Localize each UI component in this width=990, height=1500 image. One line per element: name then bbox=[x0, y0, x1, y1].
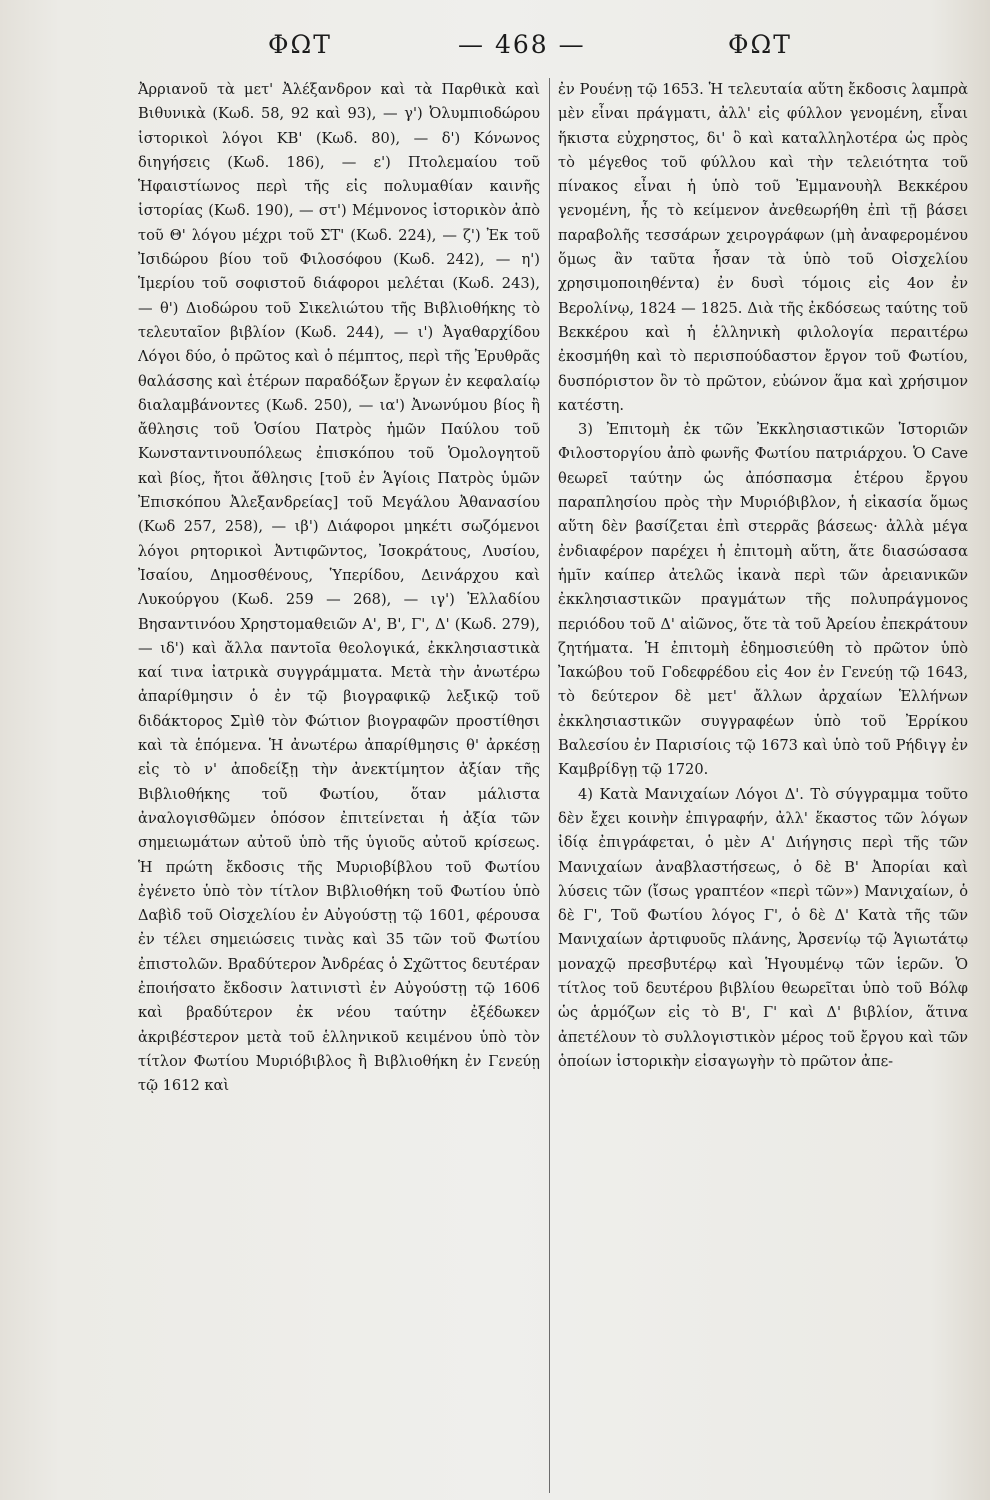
right-paragraph-3: 4) Κατὰ Μανιχαίων Λόγοι Δ'. Τὸ σύγγραμμα τοῦτο δὲν ἔχει κοινὴν ἐπιγραφήν, ἀλλ' ἕκαστος τῶν λόγων ἰδίᾳ ἐπιγράφεται, ὁ μὲν Α' Διήγησις περὶ τῆς τῶν Μανιχαίων ἀναβλαστήσεως, ὁ δὲ Β' Ἀπορίαι καὶ λύσεις τῶν (ἴσως γραπτέον «περὶ τῶν») Μανιχαίων, ὁ δὲ Γ', Τοῦ Φωτίου λόγος Γ', ὁ δὲ Δ' Κατὰ τῆς τῶν Μανιχαίων ἀρτιφυοῦς πλάνης, Ἀρσενίῳ τῷ Ἁγιωτάτῳ μοναχῷ πρεσβυτέρῳ καὶ Ἡγουμένῳ τῶν ἱερῶν. Ὁ τίτλος τοῦ δευτέρου βιβλίου θεωρεῖται ὑπὸ τοῦ Βόλφ ὡς ἁρμόζων εἰς τὸ Β', Γ' καὶ Δ' βιβλίον, ἅτινα ἀπετέλουν τὸ συλλογιστικὸν μέρος τοῦ ἔργου καὶ τῶν ὁποίων ἱστορικὴν εἰσαγωγὴν τὸ πρῶτον ἀπε- bbox=[558, 785, 968, 1070]
left-paragraph-1: Ἀρριανοῦ τὰ μετ' Ἀλέξανδρον καὶ τὰ Παρθικὰ καὶ Βιθυνικὰ (Κωδ. 58, 92 καὶ 93), — γ') Ὀλυμπιοδώρου ἱστορικοὶ λόγοι ΚΒ' (Κωδ. 80), — δ') Κόνωνος διηγήσεις (Κωδ. 186), — ε') Πτολεμαίου τοῦ Ἡφαιστίωνος περὶ τῆς εἰς πολυμαθίαν καινῆς ἱστορίας (Κωδ. 190), — στ') Μέμνονος ἱστορικὸν ἀπὸ τοῦ Θ' λόγου μέχρι τοῦ ΣΤ' (Κωδ. 224), — ζ') Ἐκ τοῦ Ἰσιδώρου βίου τοῦ Φιλοσόφου (Κωδ. 242), — η') Ἱμερίου τοῦ σοφιστοῦ διάφοροι μελέται (Κωδ. 243), — θ') Διοδώρου τοῦ Σικελιώτου τῆς Βιβλιοθήκης τὸ τελευταῖον βιβλίον (Κωδ. 244), — ι') Ἀγαθαρχίδου Λόγοι δύο, ὁ πρῶτος καὶ ὁ πέμπτος, περὶ τῆς Ἐρυθρᾶς θαλάσσης καὶ ἑτέρων παραδόξων ἔργων ἐν κεφαλαίῳ διαλαμβάνοντες (Κωδ. 250), — ια') Ἀνωνύμου βίος ἢ ἄθλησις τοῦ Ὁσίου Πατρὸς ἡμῶν Παύλου τοῦ Κωνσταντινουπόλεως ἐπισκόπου τοῦ Ὁμολογητοῦ καὶ βίος, ἤτοι ἄθλησις [τοῦ ἐν Ἁγίοις Πατρὸς ὑμῶν Ἐπισκόπου Ἀλεξανδρείας] τοῦ Μεγάλου Ἀθανασίου (Κωδ 257, 258), — ιβ') Διάφοροι μηκέτι σωζόμενοι λόγοι ρητορικοὶ Ἀντιφῶντος, Ἰσοκράτους, Λυσίου, Ἰσαίου, Δημοσθένους, Ὑπερίδου, Δεινάρχου καὶ Λυκούργου (Κωδ. 259 — 268), — ιγ') Ἑλλαδίου Βησαντινόου Χρηστομαθειῶν Α', Β', Γ', Δ' (Κωδ. 279), — ιδ') καὶ ἄλλα παντοῖα θεολογικά, ἐκκλησιαστικὰ καί τινα ἰατρικὰ συγγράμματα. Μετὰ τὴν ἀνωτέρω ἀπαρίθμησιν ὁ ἐν τῷ βιογραφικῷ λεξικῷ τοῦ διδάκτορος Σμὶθ τὸν Φώτιον βιογραφῶν προστίθησι καὶ τὰ ἑπόμενα. Ἡ ἀνωτέρω ἀπαρίθμησις θ' ἀρκέσῃ εἰς τὸ ν' ἀποδείξῃ τὴν ἀνεκτίμητον ἀξίαν τῆς Βιβλιοθήκης τοῦ Φωτίου, ὅταν μάλιστα ἀναλογισθῶμεν ὁπόσον ἐπιτείνεται ἡ ἀξία τῶν σημειωμάτων αὐτοῦ ὑπὸ τῆς ὑγιοῦς αὐτοῦ κρίσεως. Ἡ πρώτη ἔκδοσις τῆς Μυριοβίβλου τοῦ Φωτίου ἐγένετο ὑπὸ τὸν τίτλον Βιβλιοθήκη τοῦ Φωτίου ὑπὸ Δαβὶδ τοῦ Οἰσχελίου ἐν Αὐγούστῃ τῷ 1601, φέρουσα ἐν τέλει σημειώσεις τινὰς καὶ 35 τῶν τοῦ Φωτίου ἐπιστολῶν. Βραδύτερον Ἀνδρέας ὁ Σχῶττος δευτέραν ἐποιήσατο ἔκδοσιν λατινιστὶ ἐν Αὐγούστῃ τῷ 1606 καὶ βραδύτερον ἐκ νέου ταύτην ἐξέδωκεν ἀκριβέστερον μετὰ τοῦ ἑλληνικοῦ κειμένου ὑπὸ τὸν τίτλον Φωτίου Μυριόβιβλος ἢ Βιβλιοθήκη ἐν Γενεύῃ τῷ 1612 καὶ bbox=[138, 81, 540, 1095]
right-paragraph-2: 3) Ἐπιτομὴ ἐκ τῶν Ἐκκλησιαστικῶν Ἱστοριῶν Φιλοστοργίου ἀπὸ φωνῆς Φωτίου πατριάρχου. Ὁ Cave θεωρεῖ ταύτην ὡς ἀπόσπασμα ἑτέρου ἔργου παραπλησίου πρὸς τὴν Μυριόβιβλον, ἡ εἰκασία ὅμως αὕτη δὲν βασίζεται ἐπὶ στερρᾶς βάσεως· ἀλλὰ μέγα ἐνδιαφέρον παρέχει ἡ ἐπιτομὴ αὕτη, ἅτε διασώσασα ἡμῖν καίπερ ἀτελῶς ἱκανὰ περὶ τῶν ἀρειανικῶν ἐκκλησιαστικῶν πραγμάτων τῆς πολυπράγμονος περιόδου τοῦ Δ' αἰῶνος, ὅτε τὰ τοῦ Ἀρείου ἐπεκράτουν ζητήματα. Ἡ ἐπιτομὴ ἐδημοσιεύθη τὸ πρῶτον ὑπὸ Ἰακώβου τοῦ Γοδεφρέδου εἰς 4ον ἐν Γενεύῃ τῷ 1643, τὸ δεύτερον δὲ μετ' ἄλλων ἀρχαίων Ἑλλήνων ἐκκλησιαστικῶν συγγραφέων ὑπὸ τοῦ Ἐρρίκου Βαλεσίου ἐν Παρισίοις τῷ 1673 καὶ ὑπὸ τοῦ Ρήδιγγ ἐν Καμβρίδγῃ τῷ 1720. bbox=[558, 421, 968, 779]
header-left-keyword: ΦΩΤ bbox=[268, 30, 332, 59]
running-header bbox=[118, 30, 848, 70]
right-column bbox=[558, 78, 968, 1488]
header-right-keyword: ΦΩΤ bbox=[728, 30, 792, 59]
page-number: — 468 — bbox=[458, 30, 586, 59]
column-divider bbox=[549, 78, 550, 1493]
left-column bbox=[138, 78, 540, 1488]
right-paragraph-1: ἐν Ρουένῃ τῷ 1653. Ἡ τελευταία αὕτη ἔκδοσις λαμπρὰ μὲν εἶναι πράγματι, ἀλλ' εἰς φύλλον γενομένη, εἶναι ἥκιστα εὐχρηστος, δι' ὃ καὶ καταλληλοτέρα ὡς πρὸς τὸ μέγεθος τοῦ φύλλου καὶ τὴν τελειότητα τοῦ πίνακος εἶναι ἡ ὑπὸ τοῦ Ἐμμανουὴλ Βεκκέρου γενομένη, ἧς τὸ κείμενον ἀνεθεωρήθη ἐπὶ τῇ βάσει παραβολῆς τεσσάρων χειρογράφων (μὴ ἀναφερομένου ὅμως ἂν ταῦτα ἦσαν τὰ ὑπὸ τοῦ Οἰσχελίου χρησιμοποιηθέντα) ἐν δυσὶ τόμοις εἰς 4ον ἐν Βερολίνῳ, 1824 — 1825. Διὰ τῆς ἐκδόσεως ταύτης τοῦ Βεκκέρου καὶ ἡ ἑλληνικὴ φιλολογία περαιτέρω ἐκοσμήθη καὶ τὸ περισπούδαστον ἔργον τοῦ Φωτίου, δυσπόριστον ὂν τὸ πρῶτον, εὐώνον ἅμα καὶ χρήσιμον κατέστη. bbox=[558, 81, 968, 414]
